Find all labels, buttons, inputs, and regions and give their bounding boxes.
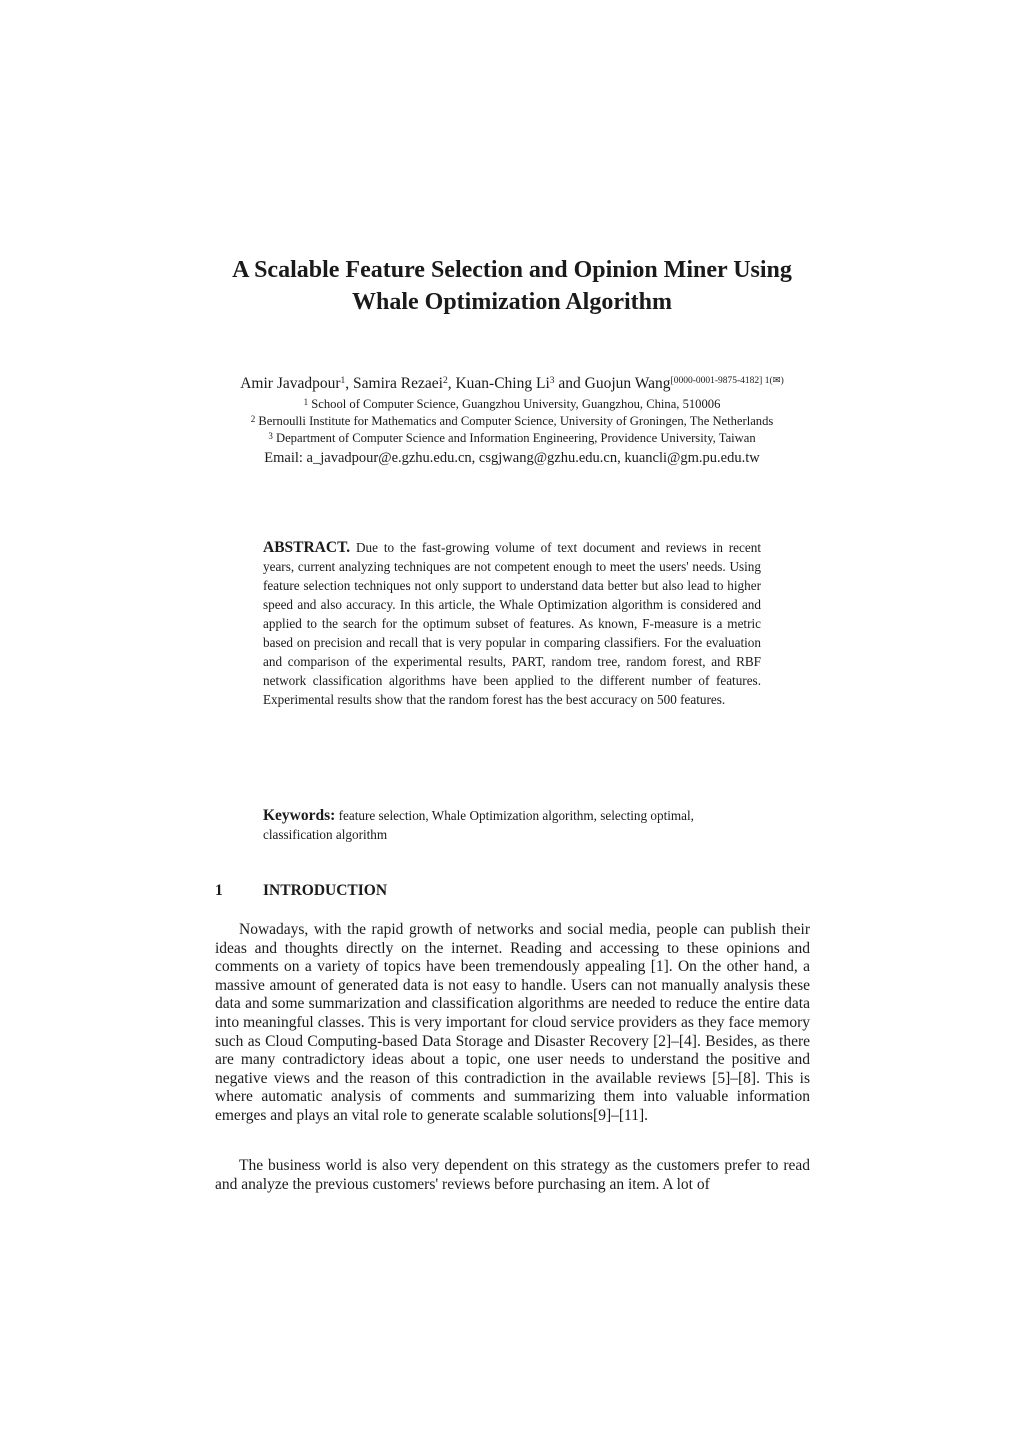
abstract [263,538,761,709]
author-name: Samira Rezaei [353,375,443,392]
author-name: Guojun Wang [584,375,671,392]
paper-title-line-1: A Scalable Feature Selection and Opinion Miner Using [232,257,792,283]
affiliation-number: 2 [250,414,256,424]
body-paragraph-1: Nowadays, with the rapid growth of networks and social media, people can publish their ideas and thoughts directly on the internet. Reading and accessing to these opinions and comments on a variety of topics have been tremendously appealing [1]. On the other hand, a massive amount of generated data is not easy to handle. Users can not manually analysis these data and some summarization and classification algorithms are needed to reduce the entire data into meaningful classes. This is very important for cloud service providers as they face memory such as Cloud Computing-based Data Storage and Disaster Recovery [2]–[4]. Besides, as there are many contradictory ideas about a topic, one user needs to understand the positive and negative views and the reason of this contradiction in the available reviews [5]–[8]. This is where automatic analysis of comments and summarizing them into valuable information emerges and plays an vital role to generate scalable solutions[9]–[11]. [215,921,810,1124]
author-list [150,374,874,394]
keywords [263,806,761,844]
section-heading-introduction [215,881,815,901]
author-orcid-marker: [0000-0001-9875-4182] 1(✉) [670,376,784,386]
author-affiliation-marker: 2 [442,376,448,386]
affiliation-text: Bernoulli Institute for Mathematics and Computer Science, University of Groningen, The Netherlands [258,414,774,428]
affiliation-1 [130,395,894,413]
author-name: Amir Javadpour [240,375,341,392]
paper-title [150,254,874,318]
author-name: Kuan-Ching Li [455,375,550,392]
affiliation-number: 1 [303,397,309,407]
affiliation-3 [130,429,894,447]
author-separator: , [447,375,456,392]
body-paragraph-2: The business world is also very dependent on this strategy as the customers prefer to read and analyze the previous customers' reviews before purchasing an item. A lot of [215,1157,810,1193]
abstract-label: ABSTRACT. [263,539,351,556]
author-separator: , [345,375,354,392]
keywords-text: feature selection, Whale Optimization algorithm, selecting optimal, classification algorithm [263,808,694,842]
section-title: INTRODUCTION [263,882,388,899]
affiliation-number: 3 [268,431,273,441]
keywords-label: Keywords: [263,807,336,824]
author-separator: and [554,375,585,392]
section-number: 1 [215,882,223,899]
author-affiliation-marker: 1 [340,376,346,386]
author-affiliation-marker: 3 [549,376,555,386]
contact-email: Email: a_javadpour@e.gzhu.edu.cn, csgjwang@gzhu.edu.cn, kuancli@gm.pu.edu.tw [264,450,760,466]
paper-title-line-2: Whale Optimization Algorithm [352,289,672,315]
abstract-text: Due to the fast-growing volume of text document and reviews in recent years, current analyzing techniques are not competent enough to meet the users' needs. Using feature selection techniques not only support to understand data better but also lead to higher speed and also accuracy. In this article, the Whale Optimization algorithm is considered and applied to the search for the optimum subset of features. As known, F-measure is a metric based on precision and recall that is very popular in comparing classifiers. For the evaluation and comparison of the experimental results, PART, random tree, random forest, and RBF network classification algorithms have been applied to the different number of features. Experimental results show that the random forest has the best accuracy on 500 features. [263,540,761,707]
affiliation-text: School of Computer Science, Guangzhou University, Guangzhou, China, 510006 [311,397,721,411]
affiliation-text: Department of Computer Science and Information Engineering, Providence University, Taiwan [276,431,756,445]
affiliation-2 [130,412,894,430]
